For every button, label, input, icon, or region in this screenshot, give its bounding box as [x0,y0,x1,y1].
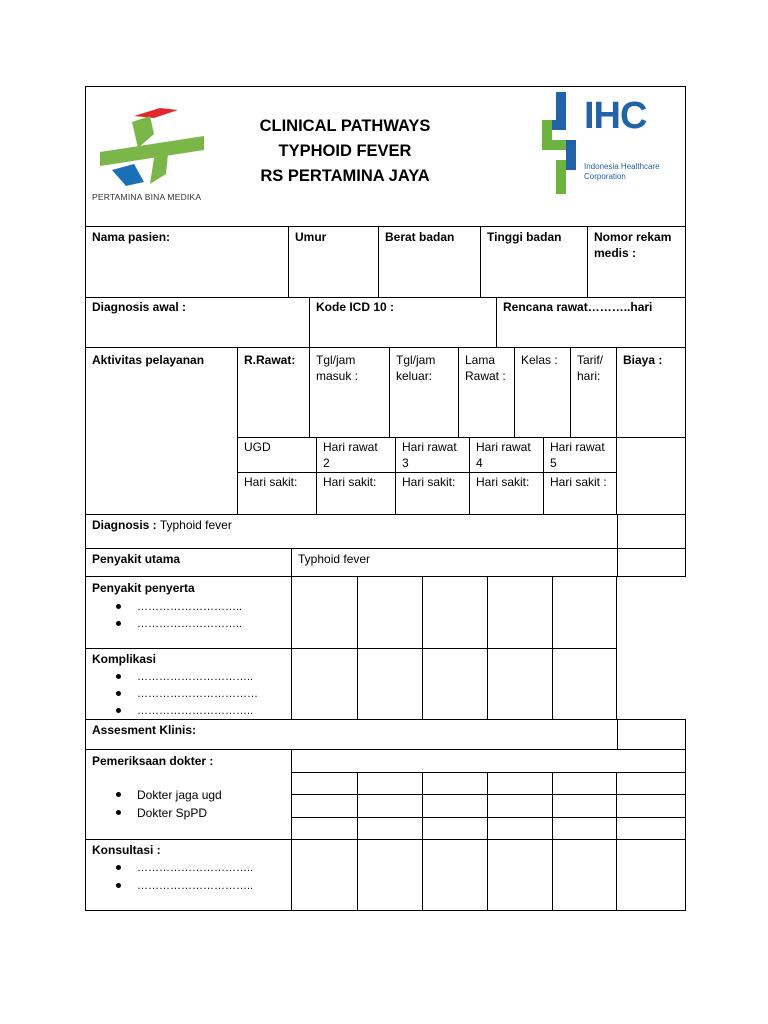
tgl-keluar-label-2: keluar: [396,369,433,383]
bullet-icon [116,708,121,713]
bullet-icon [116,621,121,626]
tarif-label-2: hari: [577,369,601,383]
tgl-keluar-label-1: Tgl/jam [396,353,436,367]
konsultasi-label: Konsultasi : [92,843,161,857]
komplikasi-item-2: …………………………… [137,688,258,700]
tgl-masuk-label-2: masuk : [316,369,359,383]
pemeriksaan-item-2: Dokter SpPD [137,806,208,820]
day-2-label: Hari rawat [323,440,378,454]
day-5-number: 5 [550,456,557,470]
biaya-label: Biaya : [623,353,663,367]
bullet-icon [116,810,121,815]
lama-rawat-label-2: Rawat : [465,369,506,383]
list-item [116,860,253,876]
hari-sakit-5: Hari sakit : [550,475,607,489]
tgl-masuk-label-1: Tgl/jam [316,353,356,367]
penyerta-item-2: ……………………….. [137,618,243,630]
day-3-number: 3 [402,456,409,470]
assesment-label: Assesment Klinis: [92,723,197,737]
bullet-icon [116,883,121,888]
list-item [116,616,242,632]
tinggi-badan-label: Tinggi badan [487,230,562,244]
kelas-label: Kelas : [521,353,558,367]
diagnosis-label: Diagnosis : [92,518,157,532]
page-title-line-3: RS PERTAMINA JAYA [260,167,430,185]
tarif-label-1: Tarif/ [577,353,604,367]
list-item [116,787,222,803]
day-2-number: 2 [323,456,330,470]
komplikasi-label: Komplikasi [92,652,157,666]
nomor-rekam-label-1: Nomor rekam [594,230,672,244]
day-3-label: Hari rawat [402,440,457,454]
penyakit-utama-label: Penyakit utama [92,552,181,566]
penyerta-item-1: ……………………….. [137,601,243,613]
pertamina-logo-text: PERTAMINA BINA MEDIKA [92,192,202,202]
bullet-icon [116,691,121,696]
bullet-icon [116,674,121,679]
pemeriksaan-item-1: Dokter jaga ugd [137,788,222,802]
hari-sakit-3: Hari sakit: [402,475,456,489]
pemeriksaan-label: Pemeriksaan dokter : [92,754,214,768]
page-title-line-2: TYPHOID FEVER [278,142,412,160]
list-item [116,669,253,685]
day-4-number: 4 [476,456,483,470]
diagnosis-value: Typhoid fever [159,518,232,532]
hari-sakit-2: Hari sakit: [323,475,377,489]
penyakit-utama-value: Typhoid fever [298,552,371,566]
lama-rawat-label-1: Lama [465,353,496,367]
day-4-label: Hari rawat [476,440,531,454]
list-item [116,878,253,894]
day-5-label: Hari rawat [550,440,605,454]
bullet-icon [116,865,121,870]
penyakit-penyerta-label: Penyakit penyerta [92,581,195,595]
nomor-rekam-label-2: medis : [594,246,637,260]
konsultasi-item-1: ………………………….. [137,862,254,874]
rencana-rawat-label: Rencana rawat………..hari [503,300,653,314]
berat-badan-label: Berat badan [385,230,455,244]
pertamina-cross-icon [92,104,212,188]
hari-sakit-4: Hari sakit: [476,475,530,489]
page-title-line-1: CLINICAL PATHWAYS [259,117,431,135]
diagnosis-row [92,517,232,533]
aktivitas-label: Aktivitas pelayanan [92,353,205,367]
pertamina-logo [92,104,217,208]
list-item [116,599,242,615]
diagnosis-awal-label: Diagnosis awal : [92,300,187,314]
list-item [116,686,258,702]
ihc-logo [538,90,658,200]
list-item [116,703,253,719]
umur-label: Umur [295,230,327,244]
list-item [116,805,207,821]
ihc-logo-sub1: Indonesia Healthcare [584,162,660,171]
day-ugd-label: UGD [244,440,271,454]
bullet-icon [116,792,121,797]
kode-icd-label: Kode ICD 10 : [316,300,395,314]
ihc-cross-icon [538,90,582,196]
konsultasi-item-2: ………………………….. [137,880,254,892]
ihc-logo-main: IHC [584,95,647,137]
bullet-icon [116,604,121,609]
nama-pasien-label: Nama pasien: [92,230,171,244]
r-rawat-label: R.Rawat: [244,353,296,367]
komplikasi-item-1: ………………………….. [137,671,254,683]
komplikasi-item-3: ………………………….. [137,705,254,717]
ihc-logo-sub2: Corporation [584,172,626,181]
hari-sakit-1: Hari sakit: [244,475,298,489]
